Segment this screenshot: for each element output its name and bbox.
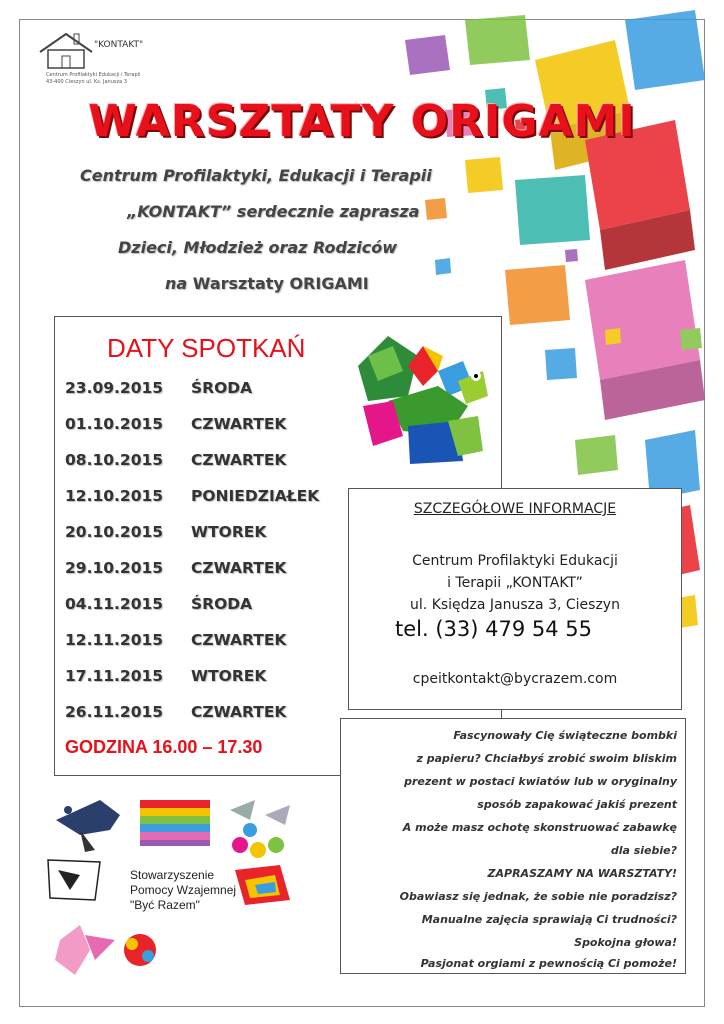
promo-line: z papieru? Chciałbyś zrobić swoim bliskim xyxy=(416,752,677,765)
date-value: 12.11.2015 xyxy=(65,631,164,649)
kusudama-origami-icon xyxy=(124,934,156,966)
promo-line: Manualne zajęcia sprawiają Ci trudności? xyxy=(421,913,677,926)
paper-stack-icon xyxy=(140,800,210,846)
promo-line: sposób zapakować jakiś prezent xyxy=(477,798,677,811)
promo-line: A może masz ochotę skonstruować zabawkę xyxy=(402,821,677,834)
logo-name: "KONTAKT" xyxy=(94,40,144,50)
date-value: 01.10.2015 xyxy=(65,415,164,433)
date-row xyxy=(65,703,286,721)
promo-line: ZAPRASZAMY NA WARSZTATY! xyxy=(487,867,677,880)
detailed-info-box xyxy=(348,488,682,710)
intro-line-3: Dzieci, Młodzież oraz Rodziców xyxy=(118,238,398,257)
page-title: WARSZTATY ORIGAMI xyxy=(88,96,636,147)
info-org-line-1: Centrum Profilaktyki Edukacji xyxy=(412,553,618,569)
date-value: 17.11.2015 xyxy=(65,667,164,685)
day-value: PONIEDZIAŁEK xyxy=(191,487,320,505)
date-row xyxy=(65,379,252,397)
crane-origami-icon xyxy=(230,800,290,825)
info-email: cpeitkontakt@bycrazem.com xyxy=(412,671,618,687)
date-row xyxy=(65,523,266,541)
date-row xyxy=(65,631,286,649)
date-value: 08.10.2015 xyxy=(65,451,164,469)
kontakt-logo xyxy=(32,30,182,94)
association-line-3: "Być Razem" xyxy=(130,898,200,912)
date-row xyxy=(65,667,266,685)
date-value: 20.10.2015 xyxy=(65,523,164,541)
date-row xyxy=(65,595,252,613)
date-row xyxy=(65,487,319,505)
peacock-origami-icon xyxy=(56,800,120,852)
logo-subtitle: Centrum Profilaktyki Edukacji i Terapii xyxy=(46,72,141,78)
association-line-1: Stowarzyszenie xyxy=(130,868,215,882)
logo-address: 43-400 Cieszyn ul. Ks. Janusza 3 xyxy=(46,79,127,85)
info-org-line-2: i Terapii „KONTAKT” xyxy=(447,575,583,591)
intro-line-2: „KONTAKT” serdecznie zaprasza xyxy=(127,202,420,221)
meeting-hours: GODZINA 16.00 – 17.30 xyxy=(65,737,263,757)
day-value: CZWARTEK xyxy=(191,451,287,469)
promo-line: Obawiasz się jednak, że sobie nie poradzisz? xyxy=(399,890,677,903)
promo-line: Pasjonat orgiami z pewnością Ci pomoże! xyxy=(420,957,677,970)
association-line-2: Pomocy Wzajemnej xyxy=(130,883,237,897)
promo-line: dla siebie? xyxy=(610,844,677,857)
dates-title: DATY SPOTKAŃ xyxy=(107,333,306,363)
promo-line: prezent w postaci kwiatów lub w oryginalny xyxy=(404,775,677,788)
intro-line-1: Centrum Profilaktyki, Edukacji i Terapii xyxy=(80,166,432,185)
day-value: CZWARTEK xyxy=(191,631,287,649)
date-row xyxy=(65,559,286,577)
flower-origami-icon xyxy=(232,823,284,858)
day-value: WTOREK xyxy=(191,667,267,685)
day-value: CZWARTEK xyxy=(191,415,287,433)
info-phone: tel. (33) 479 54 55 xyxy=(395,617,592,641)
association-name xyxy=(130,868,236,913)
date-row xyxy=(65,415,286,433)
intro-workshops: Warsztaty ORIGAMI xyxy=(187,274,369,293)
fan-origami-icon xyxy=(235,865,290,905)
day-value: CZWARTEK xyxy=(191,703,287,721)
date-value: 23.09.2015 xyxy=(65,379,164,397)
date-row xyxy=(65,451,286,469)
date-value: 29.10.2015 xyxy=(65,559,164,577)
info-address: ul. Księdza Janusza 3, Cieszyn xyxy=(410,597,620,613)
date-value: 26.11.2015 xyxy=(65,703,164,721)
day-value: ŚRODA xyxy=(191,379,253,397)
house-logo-icon xyxy=(36,30,96,70)
day-value: ŚRODA xyxy=(191,595,253,613)
origami-frog-picture xyxy=(348,326,498,466)
day-value: WTOREK xyxy=(191,523,267,541)
promo-line: Spokojna głowa! xyxy=(574,936,677,949)
info-title: SZCZEGÓŁOWE INFORMACJE xyxy=(413,501,617,517)
date-value: 12.10.2015 xyxy=(65,487,164,505)
promo-text-box xyxy=(340,718,686,974)
intro-na: na xyxy=(165,274,188,293)
date-value: 04.11.2015 xyxy=(65,595,164,613)
association-logo-icon xyxy=(48,860,100,900)
day-value: CZWARTEK xyxy=(191,559,287,577)
pink-star-origami-icon xyxy=(55,925,115,975)
intro-line-4 xyxy=(165,274,369,293)
promo-line: Fascynowały Cię świąteczne bombki xyxy=(453,729,677,742)
